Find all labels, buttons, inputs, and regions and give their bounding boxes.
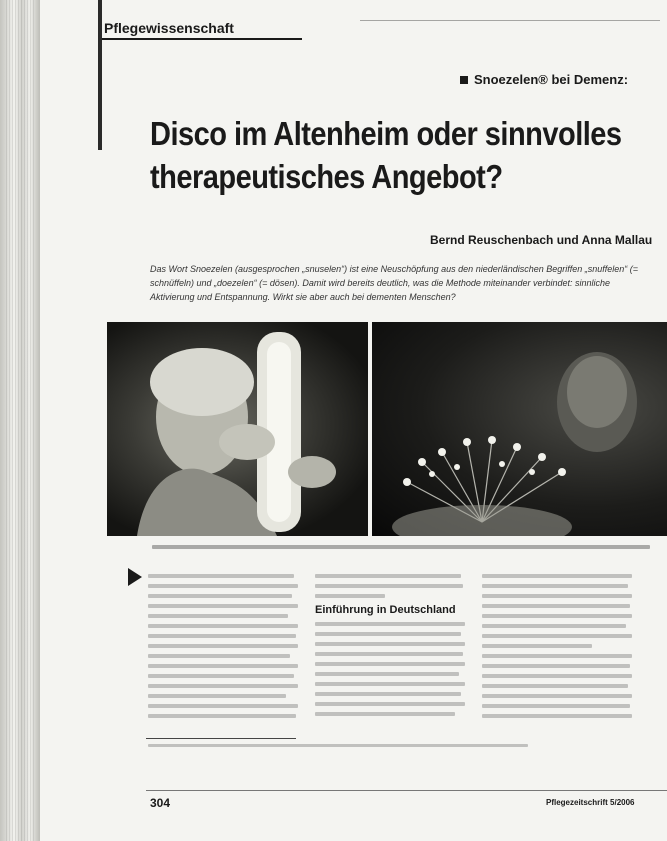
footnote-illegible (148, 744, 548, 747)
square-bullet-icon (460, 76, 468, 84)
kicker (460, 72, 628, 87)
section-label: Pflegewissenschaft (104, 20, 234, 36)
article-authors: Bernd Reuschenbach und Anna Mallau (430, 233, 653, 247)
article-abstract: Das Wort Snoezelen (ausgesprochen „snuselen“) ist eine Neuschöpfung aus den niederländischen Begriffen „snuffelen“ (= schnüffeln) und „doezelen“ (= dösen). Damit wird bereits deutlich, was die Methode miteinander verbindet: sinnliche Aktivierung und Entspannung. Wirkt sie aber auch bei dementen Menschen? (150, 264, 639, 302)
header-rule (102, 38, 302, 40)
top-rule (360, 20, 660, 21)
footer-rule (146, 790, 667, 791)
page-number: 304 (150, 796, 171, 810)
body-column-1 (148, 574, 298, 724)
stacked-page-edges (0, 0, 40, 841)
photo-elderly-woman-with-light-tube (107, 322, 368, 536)
play-arrow-icon (128, 568, 142, 586)
caption-line (152, 545, 650, 549)
title-line-2: therapeutisches Angebot? (150, 158, 503, 195)
photo-fiber-optic-lights (372, 322, 667, 536)
body-column-3 (482, 574, 632, 724)
title-line-1: Disco im Altenheim oder sinnvolles (150, 115, 622, 152)
binder-bar (98, 0, 102, 150)
section-heading: Einführung in Deutschland (315, 604, 456, 616)
photo-caption-illegible (152, 543, 652, 551)
article-title (150, 112, 622, 198)
kicker-text: Snoezelen® bei Demenz: (474, 72, 629, 87)
journal-issue: Pflegezeitschrift 5/2006 (546, 798, 635, 807)
body-column-2 (315, 574, 465, 722)
footnote-rule (146, 738, 296, 739)
